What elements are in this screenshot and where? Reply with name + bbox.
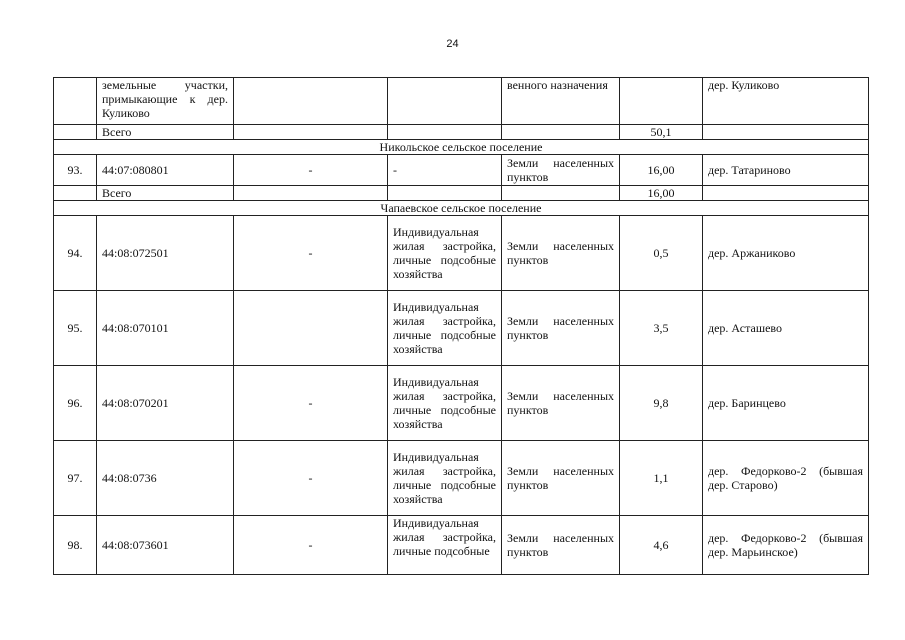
cell-num: 97. <box>54 441 97 516</box>
cell-cadastral: 44:08:070101 <box>97 291 234 366</box>
cell-category: Земли населенных пунктов <box>502 441 620 516</box>
cell-num: 94. <box>54 216 97 291</box>
cell-area: 4,6 <box>620 516 703 575</box>
cell-location: дер. Татариново <box>703 155 869 186</box>
cell-category: Земли населенных пунктов <box>502 516 620 575</box>
cell-use: Индивидуальная жилая застройка, личные подсобные хозяйства <box>388 366 502 441</box>
cell-location: дер. Асташево <box>703 291 869 366</box>
cell-col3: - <box>234 441 388 516</box>
cell-category: Земли населенных пунктов <box>502 366 620 441</box>
cell-cadastral: 44:08:070201 <box>97 366 234 441</box>
section-row <box>54 201 869 216</box>
cell-cadastral: 44:08:072501 <box>97 216 234 291</box>
cell-location: дер. Куликово <box>703 78 869 125</box>
total-label: Всего <box>97 186 234 201</box>
cell-use: Индивидуальная жилая застройка, личные подсобные <box>388 516 502 575</box>
section-row <box>54 140 869 155</box>
cell-location: дер. Федорково-2 (бывшая дер. Старово) <box>703 441 869 516</box>
total-area: 50,1 <box>620 125 703 140</box>
cell-col3: - <box>234 516 388 575</box>
cell-num <box>54 78 97 125</box>
cell-use: - <box>388 155 502 186</box>
cell-area: 1,1 <box>620 441 703 516</box>
cell-num: 95. <box>54 291 97 366</box>
cell-cadastral: 44:08:073601 <box>97 516 234 575</box>
cell-area <box>620 78 703 125</box>
cell-category: Земли населенных пунктов <box>502 216 620 291</box>
table-row <box>54 366 869 441</box>
cell-area: 9,8 <box>620 366 703 441</box>
cell-category: Земли населенных пунктов <box>502 155 620 186</box>
cell-kind: земельные участки, примыкающие к дер. Куликово <box>97 78 234 125</box>
cell-col3 <box>234 78 388 125</box>
table-row <box>54 291 869 366</box>
cell-col3: - <box>234 155 388 186</box>
cell-location: дер. Баринцево <box>703 366 869 441</box>
total-row <box>54 186 869 201</box>
cell-num: 98. <box>54 516 97 575</box>
cell-num: 96. <box>54 366 97 441</box>
section-title: Чапаевское сельское поселение <box>54 201 869 216</box>
cell-category: венного назначения <box>502 78 620 125</box>
cell-use <box>388 78 502 125</box>
cell-use: Индивидуальная жилая застройка, личные подсобные хозяйства <box>388 441 502 516</box>
table-row-continued <box>54 78 869 125</box>
total-row <box>54 125 869 140</box>
table-row <box>54 516 869 575</box>
land-plots-table <box>53 77 869 575</box>
cell-col3: - <box>234 216 388 291</box>
cell-area: 16,00 <box>620 155 703 186</box>
page-number: 24 <box>446 38 459 50</box>
cell-location: дер. Федорково-2 (бывшая дер. Марьинское) <box>703 516 869 575</box>
cell-use: Индивидуальная жилая застройка, личные подсобные хозяйства <box>388 216 502 291</box>
total-label: Всего <box>97 125 234 140</box>
cell-cadastral: 44:07:080801 <box>97 155 234 186</box>
section-title: Никольское сельское поселение <box>54 140 869 155</box>
cell-col3 <box>234 291 388 366</box>
cell-category: Земли населенных пунктов <box>502 291 620 366</box>
cell-col3: - <box>234 366 388 441</box>
cell-num: 93. <box>54 155 97 186</box>
total-area: 16,00 <box>620 186 703 201</box>
table-row <box>54 216 869 291</box>
cell-area: 3,5 <box>620 291 703 366</box>
cell-area: 0,5 <box>620 216 703 291</box>
table-row <box>54 155 869 186</box>
table-row <box>54 441 869 516</box>
cell-cadastral: 44:08:0736 <box>97 441 234 516</box>
cell-location: дер. Аржаниково <box>703 216 869 291</box>
cell-use: Индивидуальная жилая застройка, личные подсобные хозяйства <box>388 291 502 366</box>
